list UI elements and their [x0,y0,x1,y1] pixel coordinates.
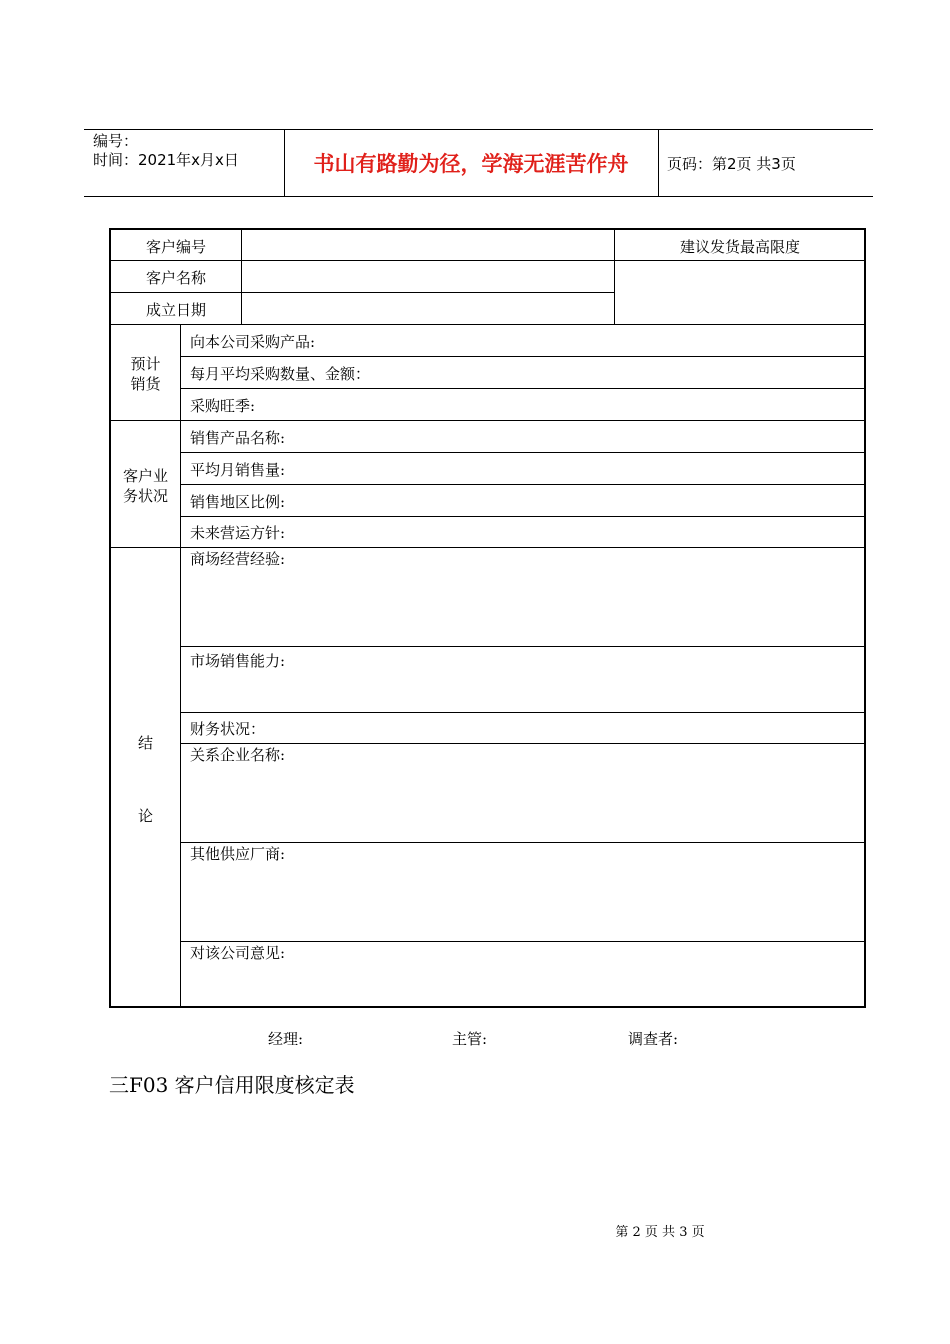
sales-region-ratio-label: 销售地区比例: [190,493,286,511]
rule [111,292,614,293]
credit-limit-field[interactable] [616,262,863,323]
affiliated-companies-label: 关系企业名称: [190,746,286,764]
other-suppliers-label: 其他供应厂商: [190,845,286,863]
credit-limit-label: 建议发货最高限度 [679,238,800,256]
header-divider-right [658,129,659,197]
business-status-section-label [111,466,180,506]
header-top-rule [84,129,873,130]
future-policy-label: 未来营运方针: [190,524,286,542]
market-sales-ability-label: 市场销售能力: [190,652,286,670]
rule [180,712,864,713]
rule [180,743,864,744]
rule [111,260,864,261]
rule [180,324,181,1006]
purchased-products-label: 向本公司采购产品: [190,333,316,351]
page-footer: 第 2 页 共 3 页 [615,1225,705,1240]
peak-season-label: 采购旺季: [190,397,256,415]
founded-date-field[interactable] [243,294,612,323]
rule [111,547,864,548]
rule [180,646,864,647]
rule [180,388,864,389]
customer-id-field[interactable] [243,232,612,259]
rule [180,452,864,453]
avg-monthly-sales-label: 平均月销售量: [190,461,286,479]
expected-sales-label-line1: 预计 [130,355,161,373]
expected-sales-section-label [111,354,180,394]
expected-sales-label-line2: 销货 [130,375,161,393]
conclusion-label-char2: 论 [137,807,153,825]
header-time-label: 时间：2021年x月x日 [93,151,239,169]
rule [111,420,864,421]
customer-name-field[interactable] [243,262,612,291]
rule [241,230,242,324]
manager-signature-label: 经理: [268,1030,304,1048]
business-status-label-line1: 客户业 [122,467,168,485]
sales-product-name-label: 销售产品名称: [190,429,286,447]
rule [180,842,864,843]
rule [180,941,864,942]
header-page-label: 页码：第2页 共3页 [667,155,796,173]
header-motto: 书山有路勤为径，学海无涯苦作舟 [313,152,629,176]
rule [180,484,864,485]
conclusion-label-char1: 结 [137,734,153,752]
investigator-signature-label: 调查者: [628,1030,679,1048]
rule [111,324,864,325]
founded-date-label: 成立日期 [145,301,206,319]
business-status-label-line2: 务状况 [122,487,168,505]
financial-status-label: 财务状况： [190,720,266,738]
header-code-label: 编号： [93,132,139,150]
header-bottom-rule [84,196,873,197]
document-title: 三F03 客户信用限度核定表 [109,1073,355,1097]
customer-name-label: 客户名称 [145,269,206,287]
supervisor-signature-label: 主管: [452,1030,488,1048]
mall-experience-label: 商场经营经验: [190,550,286,568]
rule [180,356,864,357]
rule [180,516,864,517]
customer-id-label: 客户编号 [145,238,206,256]
monthly-avg-purchase-label: 每月平均采购数量、金额： [190,365,371,383]
company-opinion-label: 对该公司意见: [190,944,286,962]
